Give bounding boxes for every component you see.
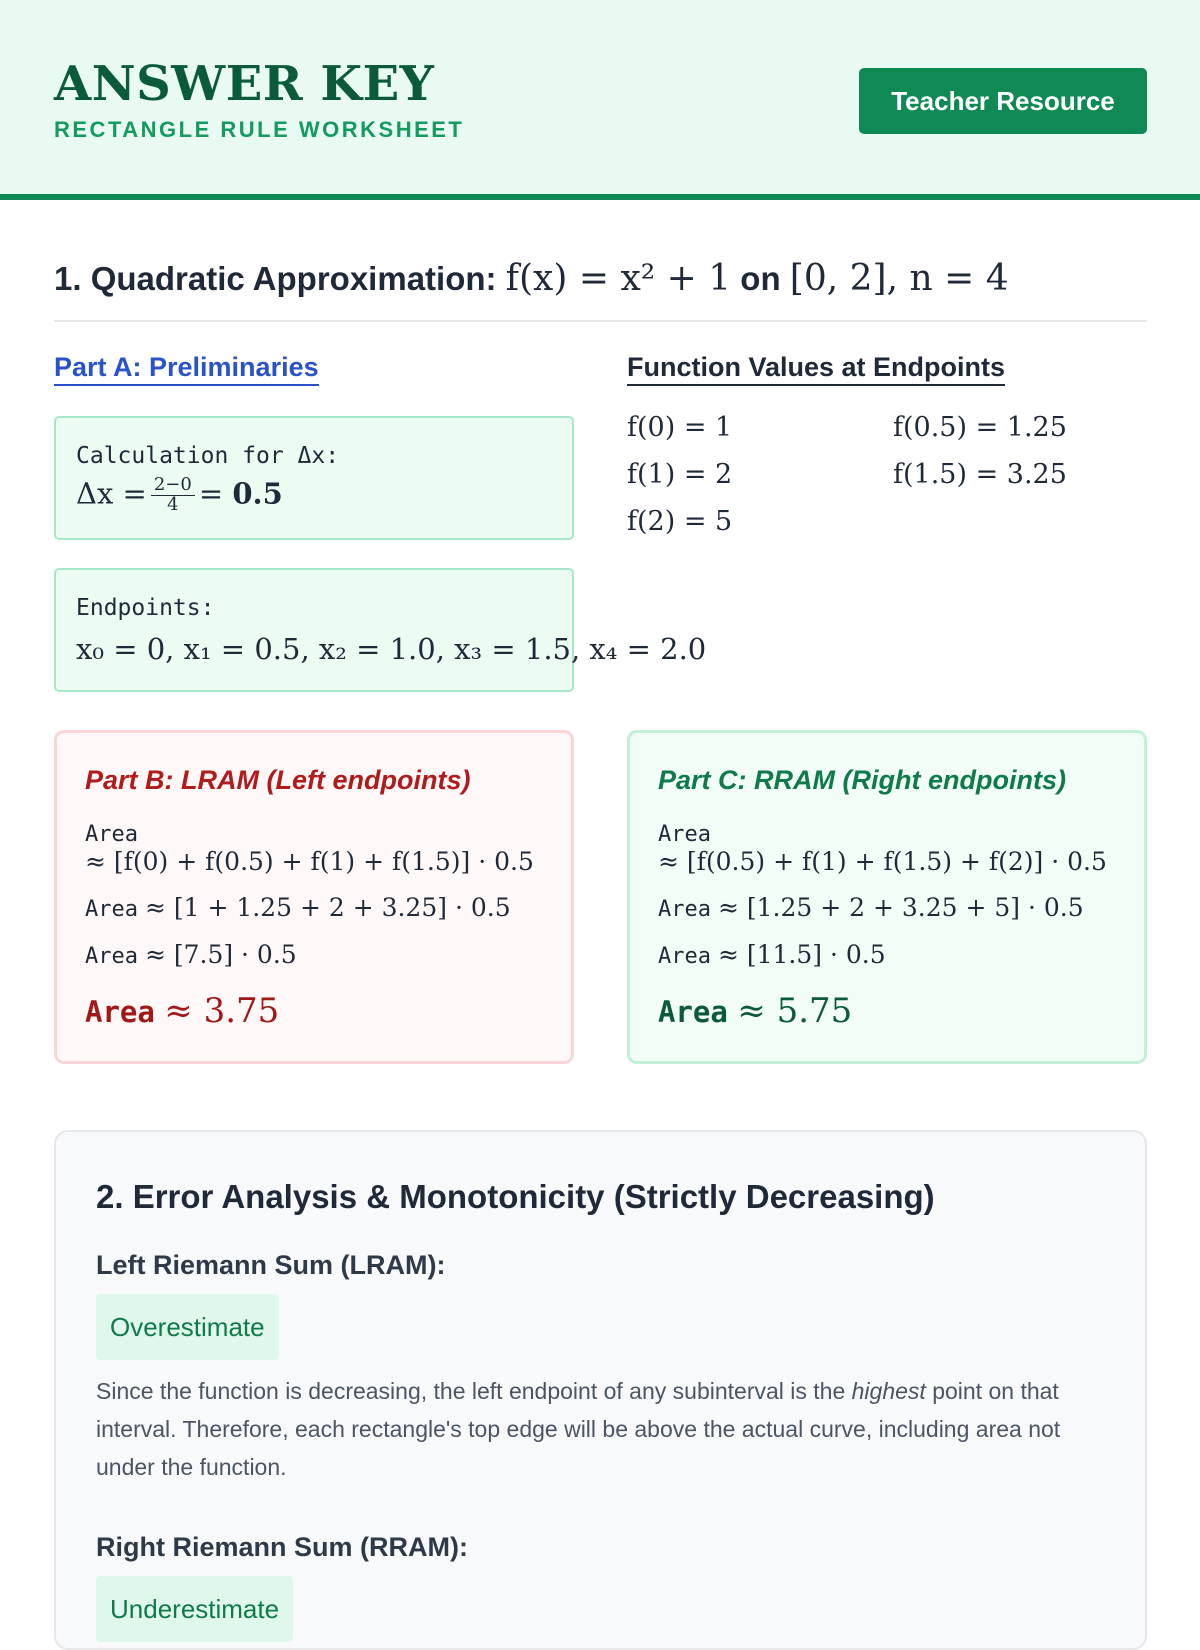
area-word: Area (658, 897, 711, 922)
part-a-heading: Part A: Preliminaries (54, 352, 319, 386)
area-word: Area (85, 822, 138, 847)
lram-line-2 (85, 893, 511, 923)
area-word: Area (85, 995, 155, 1029)
lram-line-3-expr: ≈ [7.5] · 0.5 (144, 940, 297, 969)
lram-explanation-emphasis: highest (851, 1378, 926, 1404)
function-value: f(1) = 2 (627, 459, 733, 490)
section-1-title-prefix: 1. Quadratic Approximation: (54, 260, 506, 297)
rram-result (658, 991, 852, 1031)
lram-explanation-part-2: point on that interval. Therefore, each rectangle's top edge will be above the actual curve, including area not under the function. (96, 1378, 1061, 1480)
lram-title: Part B: LRAM (Left endpoints) (85, 765, 471, 795)
function-value: f(0) = 1 (627, 412, 733, 443)
worksheet-header (0, 0, 1200, 200)
interval-definition: [0, 2], n = 4 (789, 258, 1009, 299)
endpoints-box (54, 568, 707, 692)
endpoints-label-text: Endpoints: (76, 595, 215, 621)
function-value: f(1.5) = 3.25 (893, 459, 1067, 490)
lram-explanation (96, 1372, 1106, 1486)
lram-line-1: ≈ [f(0) + f(0.5) + f(1) + f(1.5)] · 0.5 (85, 847, 534, 876)
delta-x-label (76, 442, 339, 469)
error-analysis-panel (54, 1130, 1147, 1650)
lram-area-label (85, 819, 138, 848)
delta-x-result: 0.5 (232, 476, 283, 511)
rram-line-2-expr: ≈ [1.25 + 2 + 3.25 + 5] · 0.5 (717, 893, 1084, 922)
underestimate-badge: Underestimate (96, 1576, 293, 1642)
rram-card (627, 730, 1147, 1064)
overestimate-badge: Overestimate (96, 1294, 279, 1360)
area-word: Area (658, 995, 728, 1029)
lram-result (85, 991, 279, 1031)
lram-line-3 (85, 940, 297, 970)
delta-x-lhs: Δx = (76, 476, 147, 511)
function-value: f(2) = 5 (627, 506, 733, 537)
section-1-on-word: on (731, 260, 790, 297)
delta-x-fraction (151, 476, 195, 515)
endpoints-list: x₀ = 0, x₁ = 0.5, x₂ = 1.0, x₃ = 1.5, x₄ = 2.0 (76, 632, 707, 666)
rram-result-value: ≈ 5.75 (737, 991, 853, 1031)
lram-card (54, 730, 574, 1064)
fraction-numerator: 2−0 (151, 476, 195, 496)
rram-line-1: ≈ [f(0.5) + f(1) + f(1.5) + f(2)] · 0.5 (658, 847, 1107, 876)
rram-line-3-expr: ≈ [11.5] · 0.5 (717, 940, 886, 969)
rram-line-3 (658, 940, 886, 970)
area-word: Area (658, 944, 711, 969)
delta-x-label-text: Calculation for Δx: (76, 443, 340, 469)
lram-line-2-expr: ≈ [1 + 1.25 + 2 + 3.25] · 0.5 (144, 893, 511, 922)
rram-analysis-heading: Right Riemann Sum (RRAM): (96, 1532, 468, 1562)
section-divider (54, 320, 1147, 322)
function-definition: f(x) = x² + 1 (505, 258, 732, 299)
fraction-denominator: 4 (167, 493, 179, 515)
page-subtitle: RECTANGLE RULE WORKSHEET (54, 117, 465, 142)
delta-x-equals: = (198, 476, 224, 511)
endpoints-label (76, 594, 214, 621)
rram-line-2 (658, 893, 1084, 923)
teacher-resource-badge: Teacher Resource (859, 68, 1147, 134)
lram-result-value: ≈ 3.75 (164, 991, 280, 1031)
area-word: Area (85, 897, 138, 922)
section-1-title (54, 258, 1009, 299)
area-word: Area (85, 944, 138, 969)
section-2-title: 2. Error Analysis & Monotonicity (Strictly Decreasing) (96, 1178, 935, 1215)
area-word: Area (658, 822, 711, 847)
function-value: f(0.5) = 1.25 (893, 412, 1067, 443)
delta-x-formula (76, 476, 283, 515)
function-values-heading: Function Values at Endpoints (627, 352, 1005, 386)
delta-x-box (54, 416, 574, 540)
lram-explanation-part-1: Since the function is decreasing, the left endpoint of any subinterval is the (96, 1378, 852, 1404)
rram-area-label (658, 819, 711, 848)
lram-analysis-heading: Left Riemann Sum (LRAM): (96, 1250, 446, 1280)
rram-title: Part C: RRAM (Right endpoints) (658, 765, 1066, 795)
page-title: ANSWER KEY (54, 56, 435, 112)
